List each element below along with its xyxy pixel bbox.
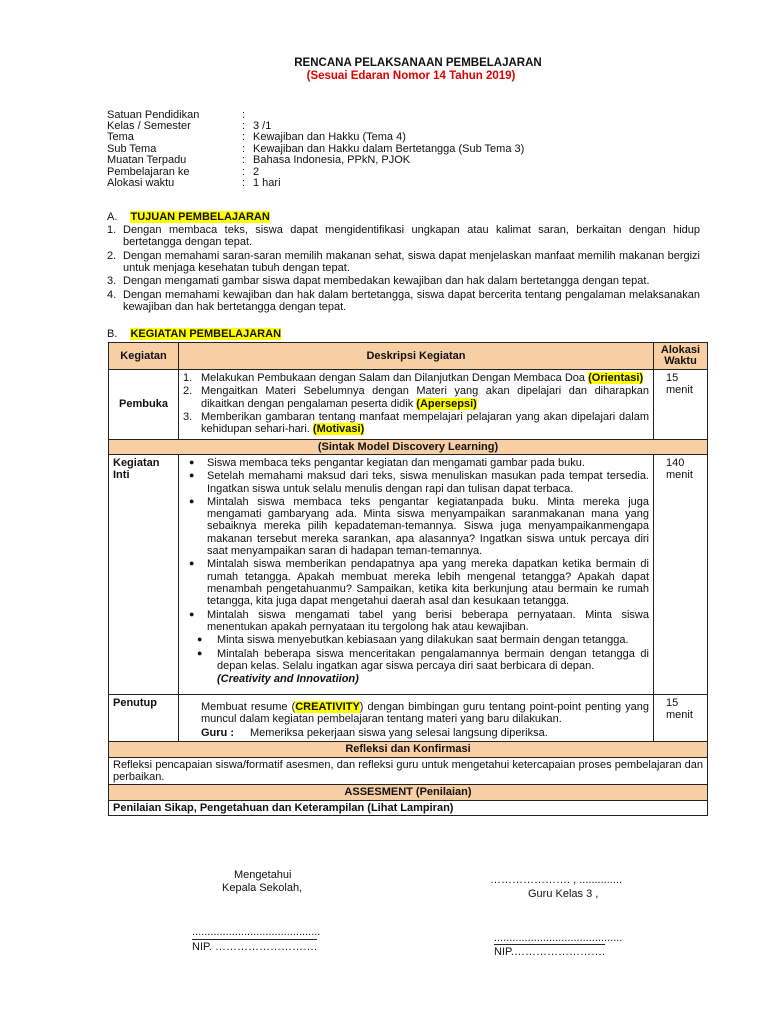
identity-colon: : — [242, 166, 246, 178]
identity-label: Tema — [107, 131, 134, 143]
penutup-highlight: CREATIVITY — [295, 700, 360, 713]
pembuka-tag: (Apersepsi) — [416, 397, 477, 410]
refleksi-title: Refleksi dan Konfirmasi — [109, 742, 708, 757]
identity-colon: : — [242, 143, 246, 155]
inti-text: Minta siswa menyebutkan kebiasaan yang dilakukan saat bermain dengan tetangga. — [217, 634, 629, 647]
list-item: ● Minta siswa menyebutkan kebiasaan yang dilakukan saat bermain dengan tetangga. — [197, 634, 629, 647]
refleksi-row — [109, 757, 708, 785]
document-title: RENCANA PELAKSANAAN PEMBELAJARAN — [294, 57, 542, 69]
header-alokasi: Alokasi Waktu — [654, 343, 708, 370]
list-item: ● Setelah memahami maksud dari teks, siswa menuliskan masukan pada tempat tersedia. Ingatkan siswa untuk selalu menulis dengan rapi dan tulisan dapat terbaca. — [189, 470, 649, 495]
refleksi-text: Refleksi pencapaian siswa/formatif asesmen, dan refleksi guru untuk mengetahui ketercapaian proses pembelajaran dan perbaikan. — [109, 757, 708, 785]
identity-colon: : — [242, 120, 246, 132]
list-item: 2. Mengaitkan Materi Sebelumnya dengan Materi yang akan dipelajari dan diharapkan dikaitkan dengan pengalaman peserta didik (Apersepsi) — [183, 385, 649, 410]
section-a-letter: A. — [107, 211, 118, 223]
table-header-row — [109, 343, 708, 370]
identity-label: Kelas / Semester — [107, 120, 191, 132]
identity-label: Sub Tema — [107, 143, 157, 155]
identity-value: Kewajiban dan Hakku dalam Bertetangga (Sub Tema 3) — [253, 143, 525, 155]
header-kegiatan: Kegiatan — [109, 343, 179, 370]
list-item: 1. Melakukan Pembukaan dengan Salam dan Dilanjutkan Dengan Membaca Doa (Orientasi) — [183, 372, 644, 384]
sign-left-line2: Kepala Sekolah, — [222, 882, 303, 894]
identity-colon: : — [242, 154, 246, 166]
header-deskripsi: Deskripsi Kegiatan — [179, 343, 654, 370]
guru-label: Guru : — [201, 727, 234, 740]
objectives-list — [107, 224, 700, 314]
list-item: ● Mintalah siswa mengamati tabel yang berisi beberapa pernyataan. Minta siswa menentukan apakah pernyataan itu tergolong hak atau kewajiban. — [189, 608, 649, 633]
identity-value: 1 hari — [253, 177, 281, 189]
time-unit: menit — [666, 384, 693, 397]
table-row — [109, 370, 708, 440]
inti-text: Siswa membaca teks pengantar kegiatan dan mengamati gambar pada buku. — [207, 456, 585, 469]
identity-value: 3 /1 — [253, 120, 272, 132]
asesmen-row — [109, 800, 708, 815]
section-b-title: KEGIATAN PEMBELAJARAN — [130, 328, 282, 340]
identity-value: Kewajiban dan Hakku (Tema 4) — [253, 131, 406, 143]
objective-text: Dengan mengamati gambar siswa dapat membedakan kewajiban dan hak dalam bertetangga dengan tepat. — [123, 275, 650, 288]
identity-label: Alokasi waktu — [107, 177, 175, 189]
list-item: ● Mintalah siswa memberikan pendapatnya apa yang mereka dapatkan ketika bermain di rumah tetangga. Apakah membuat mereka lebih mengenal tetangga? Apakah dapat menambah pengetahuanmu? Sampaikan, ketika kita berkunjung atau bermain ke rumah tetangga, kita juga dapat mengetahui daerah asal dan kesukaan tetangga. — [189, 558, 649, 608]
identity-label: Muatan Terpadu — [107, 154, 187, 166]
objective-text: Dengan membaca teks, siswa dapat mengidentifikasi ungkapan atau kalimat saran, berkaitan dengan hidup bertetangga dengan tepat. — [123, 224, 700, 249]
pembuka-text: Melakukan Pembukaan dengan Salam dan Dilanjutkan Dengan Membaca Doa — [201, 372, 586, 384]
asesmen-title-row — [109, 785, 708, 800]
sign-right-nip: NIP.……………………. — [494, 946, 606, 958]
time-value: 140 — [666, 456, 685, 469]
sign-right-dots: .......................................... — [494, 932, 623, 944]
sign-right-role: Guru Kelas 3 , — [528, 888, 599, 900]
identity-colon: : — [242, 109, 246, 121]
pembuka-label: Pembuka — [109, 370, 179, 440]
inti-description — [179, 454, 654, 694]
table-row — [109, 694, 708, 742]
section-b-heading — [107, 328, 281, 340]
penutup-description — [179, 694, 654, 742]
penutup-time — [654, 694, 708, 742]
time-unit: menit — [666, 469, 693, 482]
time-unit: menit — [666, 708, 693, 721]
objective-text: Dengan memahami saran-saran memilih makanan sehat, siswa dapat menjelaskan manfaat memilih makanan bergizi untuk menjaga kesehatan tubuh dengan tepat. — [123, 249, 700, 274]
sign-left-line1: Mengetahui — [234, 869, 292, 881]
sintak-label: (Sintak Model Discovery Learning) — [109, 439, 708, 454]
activities-table — [108, 342, 708, 816]
list-item: ● Siswa membaca teks pengantar kegiatan dan mengamati gambar pada buku. — [189, 456, 585, 469]
inti-label: Kegiatan Inti — [109, 454, 179, 694]
identity-value: 2 — [253, 166, 260, 178]
section-a-heading — [107, 211, 270, 223]
pembuka-time — [654, 370, 708, 440]
list-item: 1. Dengan membaca teks, siswa dapat mengidentifikasi ungkapan atau kalimat saran, berkaitan dengan hidup bertetangga dengan tepat. — [107, 224, 700, 249]
pembuka-text: Mengaitkan Materi Sebelumnya dengan Materi yang akan dipelajari dan diharapkan dikaitkan dengan pengalaman peserta didik — [201, 385, 649, 410]
asesmen-text: Penilaian Sikap, Pengetahuan dan Keterampilan (Lihat Lampiran) — [109, 800, 708, 815]
identity-colon: : — [242, 177, 246, 189]
document-subtitle: (Sesuai Edaran Nomor 14 Tahun 2019) — [306, 70, 516, 82]
identity-label: Pembelajaran ke — [107, 166, 190, 178]
guru-line — [201, 727, 649, 739]
section-a-title: TUJUAN PEMBELAJARAN — [130, 211, 270, 223]
list-item: 3. Memberikan gambaran tentang manfaat mempelajari pelajaran yang akan dipelajari dalam kehidupan sehari-hari. (Motivasi) — [183, 410, 649, 436]
table-row — [109, 454, 708, 694]
inti-text: Mintalah beberapa siswa menceritakan pengalamannya bermain dengan tetangga di depan kelas. Selalu ingatkan agar siswa percaya diri saat berbicara di depan. — [217, 647, 649, 672]
penutup-after: ) dengan bimbingan guru tentang point-point penting yang muncul dalam kegiatan pembelajaran tentang materi yang baru dilakukan. — [201, 700, 650, 725]
inti-closing: (Creativity and Innovatiion) — [217, 673, 359, 686]
penutup-label: Penutup — [109, 694, 179, 742]
penutup-text — [201, 701, 649, 726]
inti-text: Mintalah siswa mengamati tabel yang berisi beberapa pernyataan. Minta siswa menentukan apakah pernyataan itu tergolong hak atau kewajiban. — [207, 608, 649, 633]
penutup-before: Membuat resume ( — [201, 700, 296, 713]
inti-text: Setelah memahami maksud dari teks, siswa menuliskan masukan pada tempat tersedia. Ingatkan siswa untuk selalu menulis dengan rapi dan tulisan dapat terbaca. — [207, 470, 649, 495]
list-item: 4. Dengan memahami kewajiban dan hak dalam bertetangga, siswa dapat bercerita tentang pengalaman melaksanakan kewajiban dan hak bertetangga dengan tepat. — [107, 288, 700, 313]
sintak-row — [109, 439, 708, 454]
inti-text: Mintalah siswa memberikan pendapatnya apa yang mereka dapatkan ketika bermain di rumah tetangga. Apakah membuat mereka lebih mengenal tetangga? Apakah dapat menambah pengetahuanmu? Sampaikan, ketika kita berkunjung atau bermain ke rumah tetangga, kita juga dapat mengetahui daerah asal dan kesukaan tetangga. — [207, 558, 649, 608]
refleksi-title-row — [109, 742, 708, 757]
pembuka-description — [179, 370, 654, 440]
pembuka-tag: (Orientasi) — [588, 372, 644, 384]
list-item: ● Mintalah beberapa siswa menceritakan pengalamannya bermain dengan tetangga di depan kelas. Selalu ingatkan agar siswa percaya diri saat berbicara di depan. — [197, 647, 649, 672]
identity-colon: : — [242, 131, 246, 143]
asesmen-title: ASSESMENT (Penilaian) — [109, 785, 708, 800]
list-item: ● Mintalah siswa membaca teks pengantar kegiatanpada buku. Minta mereka juga mengamati gambaryang ada. Minta siswa menyampaikan saranmakanan mana yang sebaiknya mereka pilih kepadateman-temannya. Siswa juga menyampaikanmengapa makanan tersebut mereka sarankan, apa alasannya? Ingatkan siswa untuk percaya diri saat menyampaikan saran di hadapan teman-temannya. — [189, 495, 649, 558]
objective-text: Dengan memahami kewajiban dan hak dalam bertetangga, siswa dapat bercerita tentang pengalaman melaksanakan kewajiban dan hak bertetangga dengan tepat. — [123, 288, 700, 313]
section-b-letter: B. — [107, 328, 118, 340]
guru-text: Memeriksa pekerjaan siswa yang selesai langsung diperiksa. — [250, 727, 548, 740]
sign-left-nip: NIP. ………………………. — [192, 941, 318, 953]
list-item: 2. Dengan memahami saran-saran memilih makanan sehat, siswa dapat menjelaskan manfaat memilih makanan bergizi untuk menjaga kesehatan tubuh dengan tepat. — [107, 249, 700, 274]
inti-time — [654, 454, 708, 694]
identity-label: Satuan Pendidikan — [107, 109, 200, 121]
pembuka-tag: (Motivasi) — [312, 423, 365, 436]
sign-left-dots: .......................................... — [192, 926, 321, 938]
identity-value: Bahasa Indonesia, PPkN, PJOK — [253, 154, 411, 166]
inti-text: Mintalah siswa membaca teks pengantar kegiatanpada buku. Minta mereka juga mengamati gambaryang ada. Minta siswa menyampaikan saranmakanan mana yang sebaiknya mereka pilih kepadateman-temannya. Siswa juga menyampaikanmengapa makanan tersebut mereka sarankan, apa alasannya? Ingatkan siswa untuk percaya diri saat menyampaikan saran di hadapan teman-temannya. — [207, 495, 649, 558]
time-value: 15 — [666, 372, 679, 384]
list-item: 3. Dengan mengamati gambar siswa dapat membedakan kewajiban dan hak dalam bertetangga dengan tepat. — [107, 275, 650, 288]
sign-right-place: …………………. , .............. — [490, 874, 623, 886]
pembuka-text: Memberikan gambaran tentang manfaat mempelajari pelajaran yang akan dipelajari dalam kehidupan sehari-hari. — [201, 410, 649, 436]
time-value: 15 — [666, 696, 679, 709]
